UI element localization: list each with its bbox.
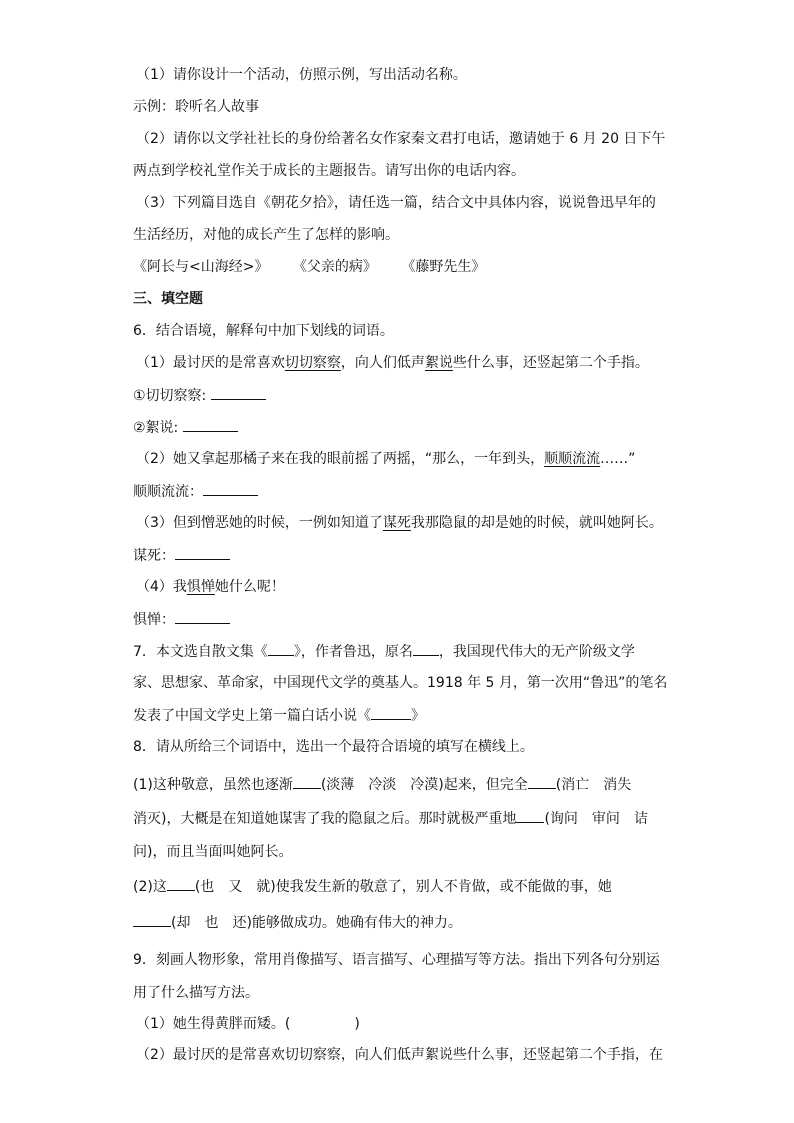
q6-sentence-4 (136, 577, 285, 597)
title-2: 《父亲的病》 (292, 259, 377, 275)
q9-item2: （2）最讨厌的是常喜欢切切察察，向人们低声絮说些什么事，还竖起第二个手指，在 (136, 1047, 663, 1063)
q8-line4 (133, 876, 612, 897)
text: ，向人们低声 (340, 355, 425, 371)
answer-blank[interactable] (293, 774, 321, 789)
text: ) (354, 1016, 360, 1032)
text: (2)这 (133, 879, 167, 895)
text: （1）最讨厌的是常喜欢 (136, 355, 285, 371)
text: 发表了中国文学史上第一篇白话小说《 (133, 708, 371, 724)
text: 些什么事，还竖起第二个手指。 (452, 355, 649, 371)
q5-part3-line1: （3）下列篇目选自《朝花夕拾》，请任选一篇，结合文中具体内容，说说鲁迅早年的 (136, 195, 656, 211)
q5-part2-line1: （2）请你以文学社社长的身份给著名女作家秦文君打电话，邀请她于 6 月 20 日下午 (136, 131, 666, 147)
q6-sentence-3 (136, 513, 663, 533)
q5-part2-line2: 两点到学校礼堂作关于成长的主题报告。请写出你的电话内容。 (133, 163, 525, 179)
text: ，我国现代伟大的无产阶级文学 (438, 644, 635, 660)
q7-line2: 家、思想家、革命家，中国现代文学的奠基人。1918 年 5 月，第一次用“鲁迅”的笔名 (133, 675, 668, 691)
answer-label: 谋死： (133, 548, 175, 564)
answer-label: ②絮说: (133, 420, 183, 436)
answer-blank[interactable] (175, 609, 230, 624)
text: 我那隐鼠的却是她的时候，就叫她阿长。 (410, 515, 663, 531)
text: ……” (600, 451, 636, 467)
text: 消灭)，大概是在知道她谋害了我的隐鼠之后。那时就极严重地 (133, 811, 517, 827)
q7-line3 (133, 705, 425, 726)
q5-part3-line2: 生活经历，对他的成长产生了怎样的影响。 (133, 227, 399, 243)
text: 她什么呢！ (214, 579, 285, 595)
q8-line1 (133, 774, 631, 795)
answer-blank[interactable] (175, 545, 230, 560)
answer-blank[interactable] (413, 641, 439, 656)
text: 7．本文选自散文集《 (133, 644, 268, 660)
answer-blank[interactable] (167, 876, 195, 891)
q9-line2: 用了什么描写方法。 (133, 985, 259, 1001)
q6-answer-5 (133, 609, 230, 630)
q8-line5 (133, 912, 462, 933)
answer-blank[interactable] (133, 912, 171, 927)
text: （1）她生得黄胖而矮。( (136, 1016, 291, 1032)
q8-stem: 8．请从所给三个词语中，选出一个最符合语境的填写在横线上。 (133, 739, 534, 755)
underlined-word: 絮说 (424, 355, 453, 371)
text: 》，作者鲁迅，原名 (293, 644, 413, 660)
text: (询问 审问 诘 (544, 811, 648, 827)
q5-example: 示例：聆听名人故事 (133, 99, 259, 115)
answer-label: 惧惮： (133, 612, 175, 628)
q6-answer-3 (133, 481, 258, 502)
title-3: 《藤野先生》 (401, 259, 486, 275)
q6-answer-2 (133, 417, 238, 438)
title-1: 《阿长与<山海经>》 (133, 259, 269, 275)
text: (也 又 就)使我发生新的敬意了，别人不肯做，或不能做的事，她 (194, 879, 612, 895)
text: (1)这种敬意，虽然也逐渐 (133, 777, 293, 793)
text: 》 (411, 708, 425, 724)
answer-blank[interactable] (528, 774, 556, 789)
text: （4）我 (136, 579, 187, 595)
answer-blank[interactable] (211, 385, 266, 400)
answer-blank[interactable] (203, 481, 258, 496)
answer-label: 顺顺流流： (133, 484, 203, 500)
text: (淡薄 冷淡 冷漠)起来，但完全 (320, 777, 528, 793)
q5-part1: （1）请你设计一个活动，仿照示例，写出活动名称。 (136, 67, 467, 83)
answer-blank[interactable] (268, 641, 294, 656)
underlined-word: 切切察察 (284, 355, 341, 371)
answer-blank[interactable] (371, 705, 411, 720)
q6-sentence-2 (136, 449, 635, 469)
q5-titles (133, 257, 485, 277)
answer-label: ①切切察察: (133, 388, 211, 404)
q8-line3: 问)，而且当面叫她阿长。 (133, 844, 293, 860)
text: （2）她又拿起那橘子来在我的眼前摇了两摇，“那么，一年到头， (136, 451, 545, 467)
q6-answer-4 (133, 545, 230, 566)
q6-stem: 6．结合语境，解释句中加下划线的词语。 (133, 323, 394, 339)
text: （3）但到憎恶她的时候，一例如知道了 (136, 515, 383, 531)
q6-answer-1 (133, 385, 266, 406)
underlined-word: 顺顺流流 (544, 451, 601, 467)
q8-line2 (133, 808, 648, 829)
text: (却 也 还)能够做成功。她确有伟大的神力。 (171, 915, 462, 931)
text: (消亡 消失 (555, 777, 632, 793)
underlined-word: 谋死 (382, 515, 411, 531)
answer-blank[interactable] (183, 417, 238, 432)
q9-item1 (136, 1014, 360, 1034)
q9-line1: 9．刻画人物形象，常用肖像描写、语言描写、心理描写等方法。指出下列各句分别运 (133, 952, 660, 968)
q7-line1 (133, 641, 635, 662)
answer-blank[interactable] (516, 808, 544, 823)
section-heading: 三、填空题 (133, 291, 203, 307)
underlined-word: 惧惮 (186, 579, 215, 595)
q6-sentence-1 (136, 353, 649, 373)
